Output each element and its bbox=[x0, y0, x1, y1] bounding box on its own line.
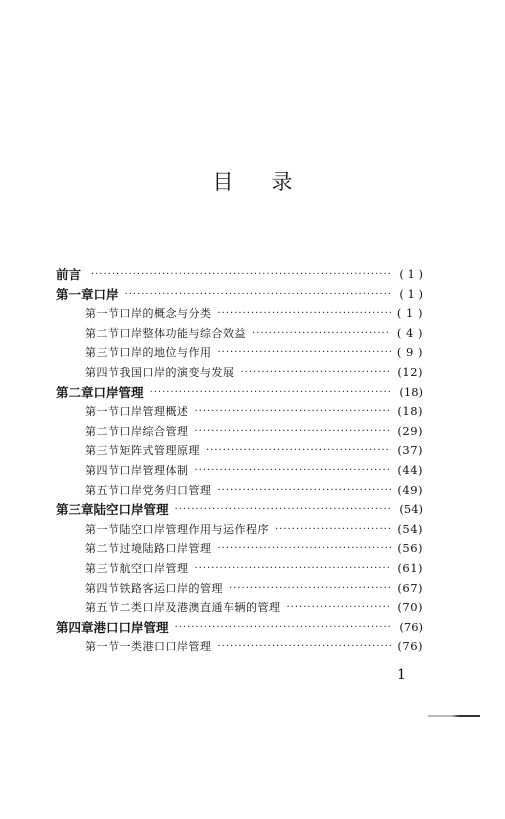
toc-section-row bbox=[56, 402, 423, 422]
toc-section-row bbox=[56, 422, 423, 442]
toc-entry-title: 港口口岸管理 bbox=[93, 619, 169, 635]
toc-leader-dots bbox=[218, 637, 392, 657]
toc-entry-title: 口岸的地位与作用 bbox=[119, 346, 212, 360]
toc-entry-number: 第一节 bbox=[85, 522, 120, 536]
toc-entry-title: 口岸 bbox=[93, 286, 119, 302]
toc-section-row bbox=[56, 579, 423, 599]
toc-page-number: (12) bbox=[397, 364, 423, 379]
toc-page-number: (18) bbox=[399, 384, 423, 399]
toc-page-number: (56) bbox=[397, 541, 423, 556]
toc-leader-dots bbox=[275, 520, 391, 540]
toc-entry-title: 矩阵式管理原理 bbox=[119, 444, 200, 458]
toc-entry-number: 第二节 bbox=[85, 326, 120, 340]
toc-page-number: ( 1 ) bbox=[399, 267, 423, 281]
toc-leader-dots bbox=[206, 441, 391, 461]
toc-page-number: ( 9 ) bbox=[396, 345, 423, 360]
toc-entry-number: 第一章 bbox=[56, 286, 94, 302]
toc-section-row bbox=[56, 559, 423, 579]
toc-entry-number: 第四章 bbox=[56, 619, 94, 635]
toc-entry-title: 航空口岸管理 bbox=[119, 561, 189, 575]
toc-entry-title: 我国口岸的演变与发展 bbox=[119, 365, 235, 379]
toc-entry-title: 口岸管理体制 bbox=[119, 463, 189, 477]
toc-leader-dots bbox=[195, 402, 392, 422]
toc-entry-number: 第一节 bbox=[85, 307, 120, 321]
toc-leader-dots bbox=[125, 285, 394, 305]
toc-page-number: ( 1 ) bbox=[399, 286, 423, 301]
toc-leader-dots bbox=[150, 383, 394, 403]
toc-page-number: (44) bbox=[397, 462, 423, 477]
toc-leader-dots bbox=[241, 363, 392, 383]
toc-leader-dots bbox=[218, 481, 392, 501]
toc-entry-number: 前言 bbox=[56, 267, 82, 282]
toc-entry-number: 第三节 bbox=[85, 444, 120, 458]
toc-entry-title: 过境陆路口岸管理 bbox=[119, 542, 212, 556]
toc-entry-number: 第二节 bbox=[85, 424, 120, 438]
toc-leader-dots bbox=[91, 265, 393, 285]
toc-page-number: (76) bbox=[397, 639, 423, 654]
toc-page-number: (67) bbox=[397, 580, 423, 595]
toc-page-number: (54) bbox=[399, 502, 423, 517]
toc-leader-dots bbox=[218, 539, 392, 559]
toc-entry-title: 口岸的概念与分类 bbox=[119, 307, 212, 321]
toc-page-number: (29) bbox=[397, 423, 423, 438]
toc-page-number: (49) bbox=[397, 482, 423, 497]
toc-page-number: (37) bbox=[397, 443, 423, 458]
toc-leader-dots bbox=[229, 579, 391, 599]
toc-section-row bbox=[56, 461, 423, 481]
toc-entry-title: 铁路客运口岸的管理 bbox=[119, 581, 223, 595]
toc-entry-number: 第五节 bbox=[85, 483, 120, 497]
toc-entry-title: 二类口岸及港澳直通车辆的管理 bbox=[119, 601, 281, 615]
footer-rule bbox=[428, 715, 480, 717]
toc-leader-dots bbox=[175, 500, 394, 520]
toc-entry-number: 第四节 bbox=[85, 463, 120, 477]
toc-entry-title: 一类港口口岸管理 bbox=[119, 640, 212, 654]
toc-entry-title: 陆空口岸管理作用与运作程序 bbox=[119, 522, 269, 536]
toc-leader-dots bbox=[195, 422, 392, 442]
toc-entry-number: 第三节 bbox=[85, 346, 120, 360]
toc-entry-number: 第三节 bbox=[85, 561, 120, 575]
toc-entry-title: 口岸管理概述 bbox=[119, 405, 189, 419]
toc-entry-title: 陆空口岸管理 bbox=[93, 502, 169, 518]
toc-page-number: (76) bbox=[399, 619, 423, 634]
toc-section-row bbox=[56, 539, 423, 559]
toc-page-number: ( 4 ) bbox=[396, 325, 423, 340]
toc-section-row bbox=[56, 520, 423, 540]
toc-page-number: ( 1 ) bbox=[396, 306, 423, 321]
toc-entry-number: 第五节 bbox=[85, 601, 120, 615]
table-of-contents bbox=[56, 265, 423, 657]
toc-chapter-row bbox=[56, 285, 423, 305]
toc-leader-dots bbox=[252, 324, 391, 344]
toc-section-row bbox=[56, 481, 423, 501]
toc-leader-dots bbox=[218, 304, 391, 324]
toc-chapter-row bbox=[56, 500, 423, 520]
toc-entry-number: 第二节 bbox=[85, 542, 120, 556]
toc-chapter-row bbox=[56, 383, 423, 403]
toc-section-row bbox=[56, 324, 423, 344]
toc-entry-title: 口岸党务归口管理 bbox=[119, 483, 212, 497]
toc-section-row bbox=[56, 304, 423, 324]
toc-section-row bbox=[56, 598, 423, 618]
toc-section-row bbox=[56, 363, 423, 383]
toc-leader-dots bbox=[218, 343, 391, 363]
toc-section-row bbox=[56, 441, 423, 461]
toc-entry-number: 第一节 bbox=[85, 640, 120, 654]
toc-entry-title: 口岸管理 bbox=[93, 384, 144, 400]
toc-leader-dots bbox=[175, 618, 394, 638]
page-title bbox=[0, 166, 505, 196]
toc-section-row bbox=[56, 637, 423, 657]
toc-leader-dots bbox=[195, 559, 392, 579]
toc-leader-dots bbox=[195, 461, 392, 481]
toc-page-number: (18) bbox=[397, 404, 423, 419]
toc-leader-dots bbox=[287, 598, 392, 618]
toc-entry-number: 第二章 bbox=[56, 384, 94, 400]
toc-entry-number: 第四节 bbox=[85, 365, 120, 379]
toc-entry-number: 第四节 bbox=[85, 581, 120, 595]
toc-entry-number: 第一节 bbox=[85, 405, 120, 419]
title-char-2: 录 bbox=[271, 170, 293, 194]
toc-chapter-row bbox=[56, 265, 423, 285]
toc-entry-title: 口岸整体功能与综合效益 bbox=[119, 326, 246, 340]
toc-page-number: (70) bbox=[397, 600, 423, 615]
page-number: 1 bbox=[397, 667, 406, 683]
toc-page-number: (61) bbox=[397, 560, 423, 575]
toc-entry-number: 第三章 bbox=[56, 502, 94, 518]
toc-section-row bbox=[56, 343, 423, 363]
title-char-1: 目 bbox=[212, 170, 234, 194]
toc-entry-title: 口岸综合管理 bbox=[119, 424, 189, 438]
toc-chapter-row bbox=[56, 618, 423, 638]
toc-page-number: (54) bbox=[397, 521, 423, 536]
